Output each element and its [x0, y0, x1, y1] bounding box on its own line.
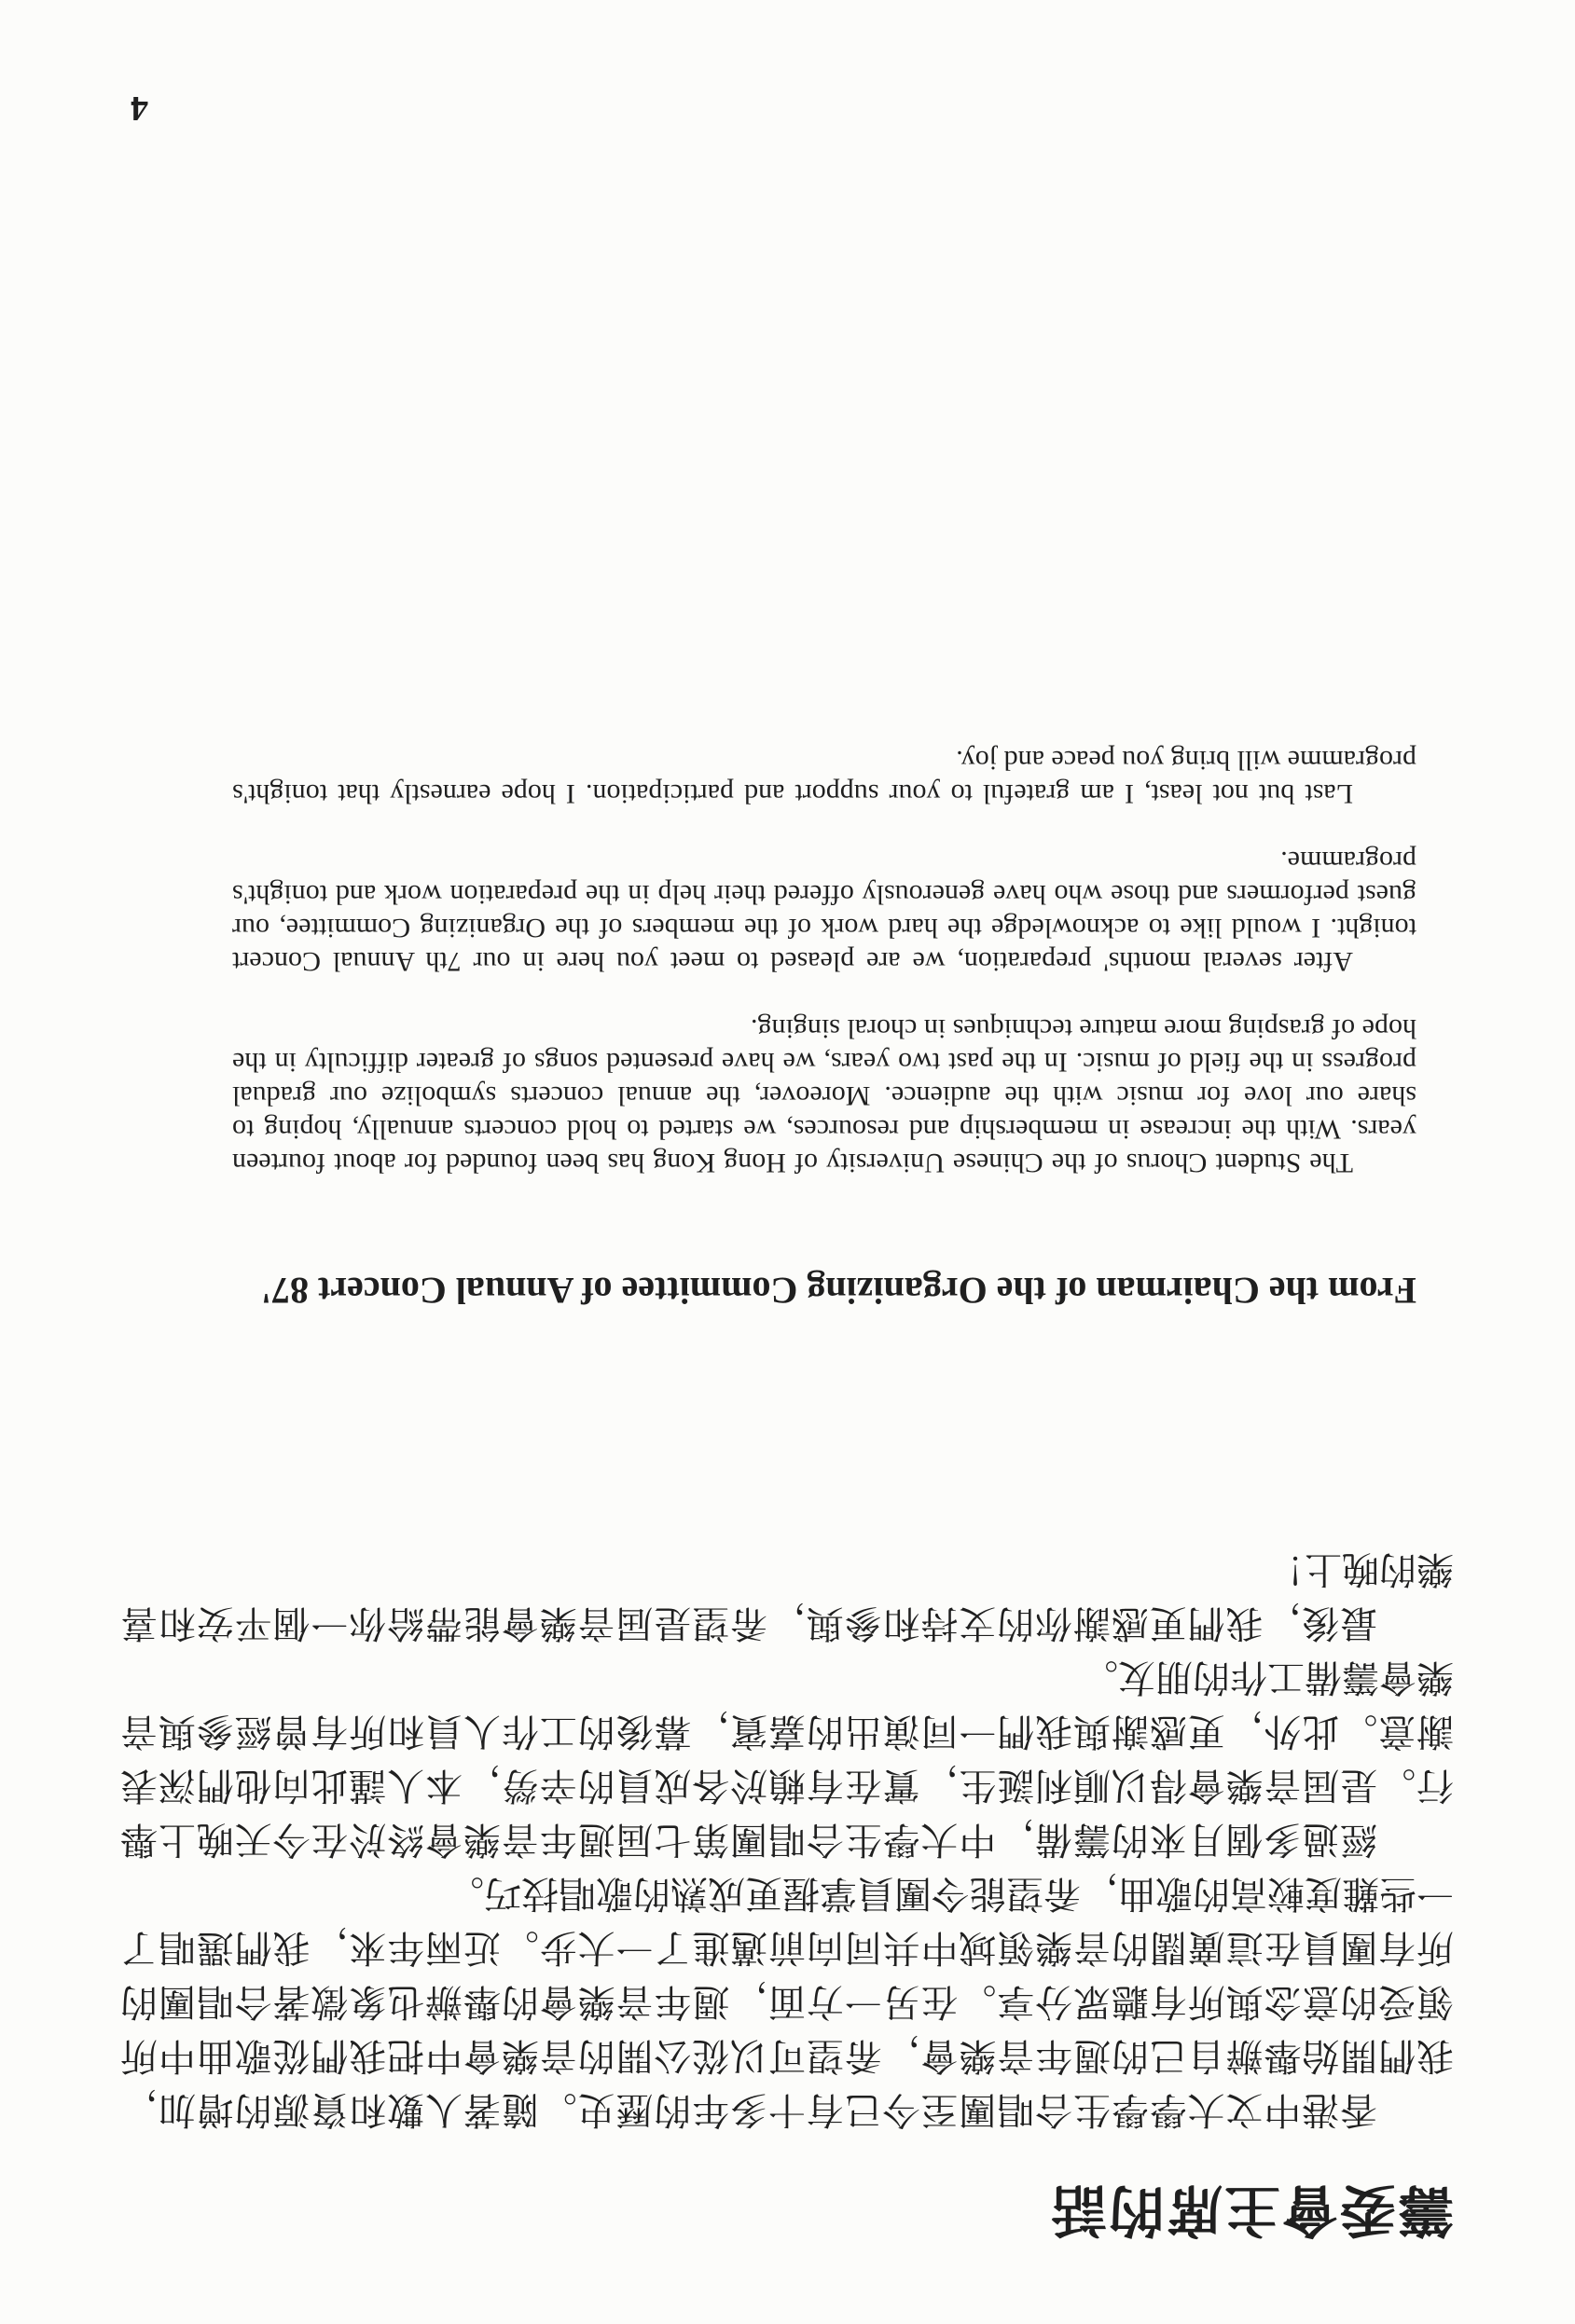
english-title: From the Chairman of the Organizing Committee of Annual Concert 87' [260, 1270, 1416, 1312]
chinese-title: 籌委會主席的話 [1049, 2177, 1454, 2242]
chinese-paragraph-3: 最後，我們更感謝你的支持和參與，希望是屆音樂會能帶給你一個平安和喜樂的晚上！ [120, 1547, 1454, 1644]
english-message [232, 709, 1416, 1313]
english-paragraph-3: Last but not least, I am grateful to your support and participation. I hope earnestly that tonight's programme will bring you peace and joy. [232, 745, 1416, 809]
chinese-paragraph-1: 香港中文大學學生合唱團至今已有十多年的歷史。隨著人數和資源的增加，我們開始舉辦自己的週年音樂會，希望可以從公開的音樂會中把我們從歌曲中所領受的意念與所有聽眾分享。在另一方面，週年音樂會的舉辦也象徵著合唱團的所有團員在這廣闊的音樂領域中共同向前邁進了一大步。近兩年來，我們選唱了一些難度較高的歌曲，希望能令團員掌握更成熟的歌唱技巧。 [120, 1872, 1454, 2131]
english-paragraph-1: The Student Chorus of the Chinese University of Hong Kong has been founded for about fourteen years. With the increase in membership and resources, we started to hold concerts annually, hoping to share our love for music with the audience. Moreover, the annual concerts symbolize our gradual progress in the field of music. In the past two years, we have presented songs of greater difficulty in the hope of grasping more mature techniques in choral singing. [232, 1013, 1416, 1178]
chinese-paragraph-2: 經過多個月來的籌備，中大學生合唱團第七屆週年音樂會終於在今天晚上舉行。是屆音樂會得以順利誕生，實在有賴於各成員的辛勞，本人謹此向他們深表謝意。此外，更感謝與我們一同演出的嘉賓，幕後的工作人員和所有曾經參與音樂會籌備工作的朋友。 [120, 1656, 1454, 1861]
page-number: 4 [131, 89, 148, 128]
chinese-message [120, 1542, 1454, 2254]
english-paragraph-2: After several months' preparation, we are pleased to meet you here in our 7th Annual Concert tonight. I would like to acknowledge the hard work of the members of the Organizing Committee, our guest performers and those who have generously offered their help in the preparation work and tonight's programme. [232, 846, 1416, 977]
